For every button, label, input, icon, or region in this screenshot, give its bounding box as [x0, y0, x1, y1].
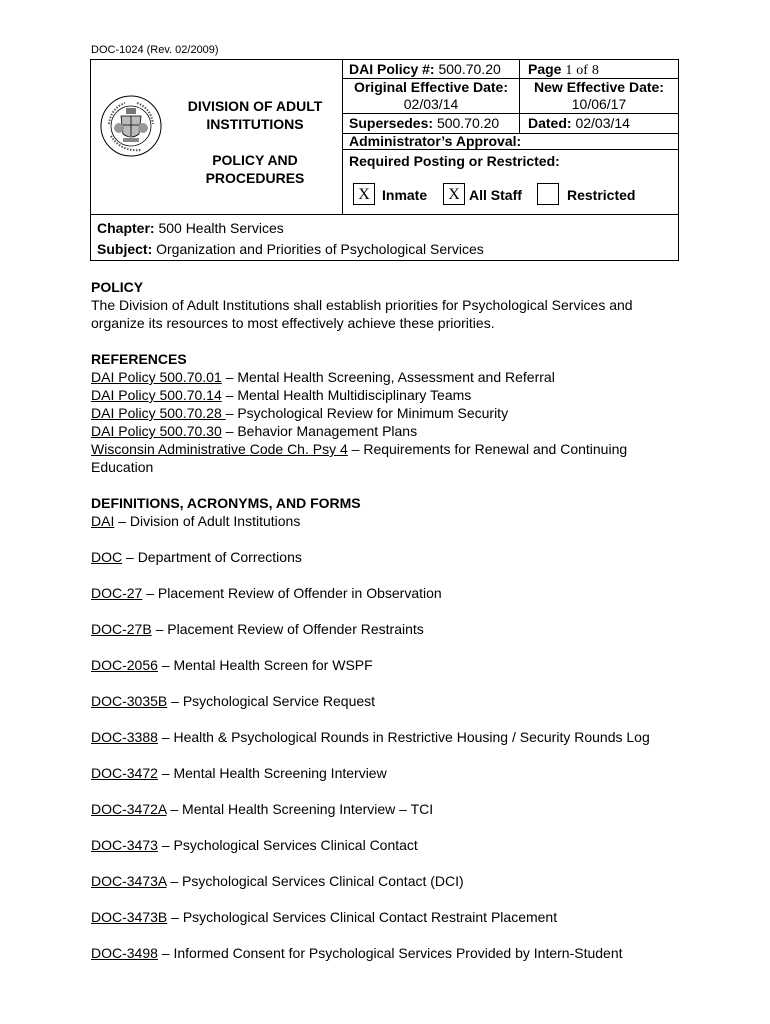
- reference-link[interactable]: DAI Policy 500.70.14: [91, 387, 222, 403]
- subject-label: Subject:: [97, 241, 153, 257]
- chapter-label: Chapter:: [97, 220, 155, 236]
- definition-item: [91, 512, 681, 530]
- reference-item: [91, 404, 681, 422]
- definition-item: [91, 872, 681, 890]
- definition-term: DOC-3035B: [91, 693, 168, 709]
- definition-term: DOC-3472: [91, 765, 158, 781]
- definition-item: [91, 548, 681, 566]
- definition-item: [91, 584, 681, 602]
- references-heading: REFERENCES: [91, 351, 187, 367]
- restricted-label: Restricted: [567, 187, 636, 203]
- dated-label: Dated:: [528, 115, 572, 131]
- definition-item: [91, 800, 681, 818]
- definition-item: [91, 620, 681, 638]
- reference-description: – Psychological Review for Minimum Security: [225, 405, 509, 421]
- policy-text: The Division of Adult Institutions shall establish priorities for Psychological Services and organize its resources to most effectively achieve these priorities.: [91, 297, 633, 331]
- page-number: 1: [565, 63, 573, 78]
- policy-number-label: DAI Policy #:: [349, 61, 435, 77]
- definition-description: – Mental Health Screening Interview: [157, 765, 387, 781]
- required-posting-label: Required Posting or Restricted:: [349, 153, 560, 169]
- definition-item: [91, 836, 681, 854]
- reference-description: – Mental Health Multidisciplinary Teams: [221, 387, 472, 403]
- definition-item: [91, 944, 681, 962]
- definition-description: – Psychological Services Clinical Contact (DCI): [166, 873, 464, 889]
- definition-term: DOC-3388: [91, 729, 158, 745]
- policy-number-value: 500.70.20: [438, 61, 501, 77]
- inmate-label: Inmate: [382, 187, 428, 203]
- definition-term: DOC-27B: [91, 621, 152, 637]
- definition-term: DAI: [91, 513, 115, 529]
- all-staff-label: All Staff: [469, 187, 522, 203]
- definition-item: [91, 764, 681, 782]
- definition-term: DOC-3473: [91, 837, 158, 853]
- definition-description: – Health & Psychological Rounds in Restrictive Housing / Security Rounds Log: [157, 729, 650, 745]
- original-effective-date: 02/03/14: [403, 96, 459, 112]
- administrator-approval-label: Administrator’s Approval:: [349, 133, 522, 149]
- policy-number-cell: [349, 61, 501, 78]
- restricted-checkbox[interactable]: [537, 183, 559, 205]
- definition-description: – Psychological Services Clinical Contact: [157, 837, 418, 853]
- definition-description: – Informed Consent for Psychological Services Provided by Intern-Student: [157, 945, 623, 961]
- state-seal-icon: [99, 94, 163, 158]
- policy-procedures-title: POLICY AND PROCEDURES: [205, 152, 305, 186]
- policy-header-table: [90, 59, 679, 215]
- reference-item: [91, 386, 681, 404]
- definition-term: DOC-2056: [91, 657, 158, 673]
- definition-description: – Placement Review of Offender Restraints: [151, 621, 424, 637]
- definition-description: – Psychological Service Request: [167, 693, 376, 709]
- reference-item: [91, 368, 681, 386]
- references-list: [91, 368, 681, 476]
- chapter-line: [97, 219, 284, 237]
- definitions-list: [91, 512, 681, 962]
- definition-description: – Psychological Services Clinical Contact Restraint Placement: [167, 909, 558, 925]
- reference-link[interactable]: DAI Policy 500.70.01: [91, 369, 222, 385]
- definition-term: DOC: [91, 549, 123, 565]
- page-label: Page: [528, 61, 562, 77]
- document-form-id: DOC-1024 (Rev. 02/2009): [91, 44, 219, 56]
- inmate-checkbox[interactable]: X: [353, 183, 375, 205]
- definition-description: – Division of Adult Institutions: [114, 513, 301, 529]
- reference-item: [91, 422, 681, 440]
- definition-description: – Placement Review of Offender in Observation: [142, 585, 442, 601]
- page-of: of: [576, 63, 588, 78]
- new-effective-date: 10/06/17: [571, 96, 627, 112]
- definition-item: [91, 908, 681, 926]
- page-total: 8: [591, 63, 599, 78]
- division-title: DIVISION OF ADULT INSTITUTIONS: [187, 98, 323, 132]
- dated-value: 02/03/14: [575, 115, 630, 131]
- reference-link[interactable]: DAI Policy 500.70.28: [91, 405, 226, 421]
- supersedes-label: Supersedes:: [349, 115, 434, 131]
- definition-item: [91, 656, 681, 674]
- original-effective-label: Original Effective Date:: [353, 79, 509, 95]
- row-divider: [343, 113, 679, 114]
- chapter-value: 500 Health Services: [158, 220, 284, 236]
- supersedes-cell: [349, 115, 499, 132]
- page-cell: [528, 61, 599, 79]
- subject-line: [97, 240, 484, 258]
- definition-term: DOC-3473A: [91, 873, 167, 889]
- reference-description: – Mental Health Screening, Assessment and Referral: [221, 369, 555, 385]
- reference-link[interactable]: DAI Policy 500.70.30: [91, 423, 222, 439]
- definition-item: [91, 728, 681, 746]
- new-effective-label: New Effective Date:: [534, 79, 664, 95]
- definition-description: – Department of Corrections: [122, 549, 302, 565]
- definition-term: DOC-3472A: [91, 801, 167, 817]
- definition-term: DOC-27: [91, 585, 143, 601]
- reference-link[interactable]: Wisconsin Administrative Code Ch. Psy 4: [91, 441, 348, 457]
- all-staff-checkbox[interactable]: X: [443, 183, 465, 205]
- definitions-heading: DEFINITIONS, ACRONYMS, AND FORMS: [91, 495, 361, 511]
- definition-description: – Mental Health Screening Interview – TCI: [166, 801, 434, 817]
- reference-description: – Requirements for Renewal and Continuing Education: [91, 441, 628, 475]
- document-body: [91, 278, 681, 962]
- definition-term: DOC-3473B: [91, 909, 168, 925]
- dated-cell: [528, 115, 630, 132]
- subject-value: Organization and Priorities of Psychological Services: [156, 241, 484, 257]
- supersedes-value: 500.70.20: [436, 115, 500, 131]
- header-left-cell: [91, 60, 343, 214]
- reference-description: – Behavior Management Plans: [221, 423, 418, 439]
- policy-heading: POLICY: [91, 279, 144, 295]
- reference-item: [91, 440, 681, 476]
- chapter-subject-box: [90, 215, 679, 261]
- definition-item: [91, 692, 681, 710]
- definition-term: DOC-3498: [91, 945, 158, 961]
- definition-description: – Mental Health Screen for WSPF: [157, 657, 373, 673]
